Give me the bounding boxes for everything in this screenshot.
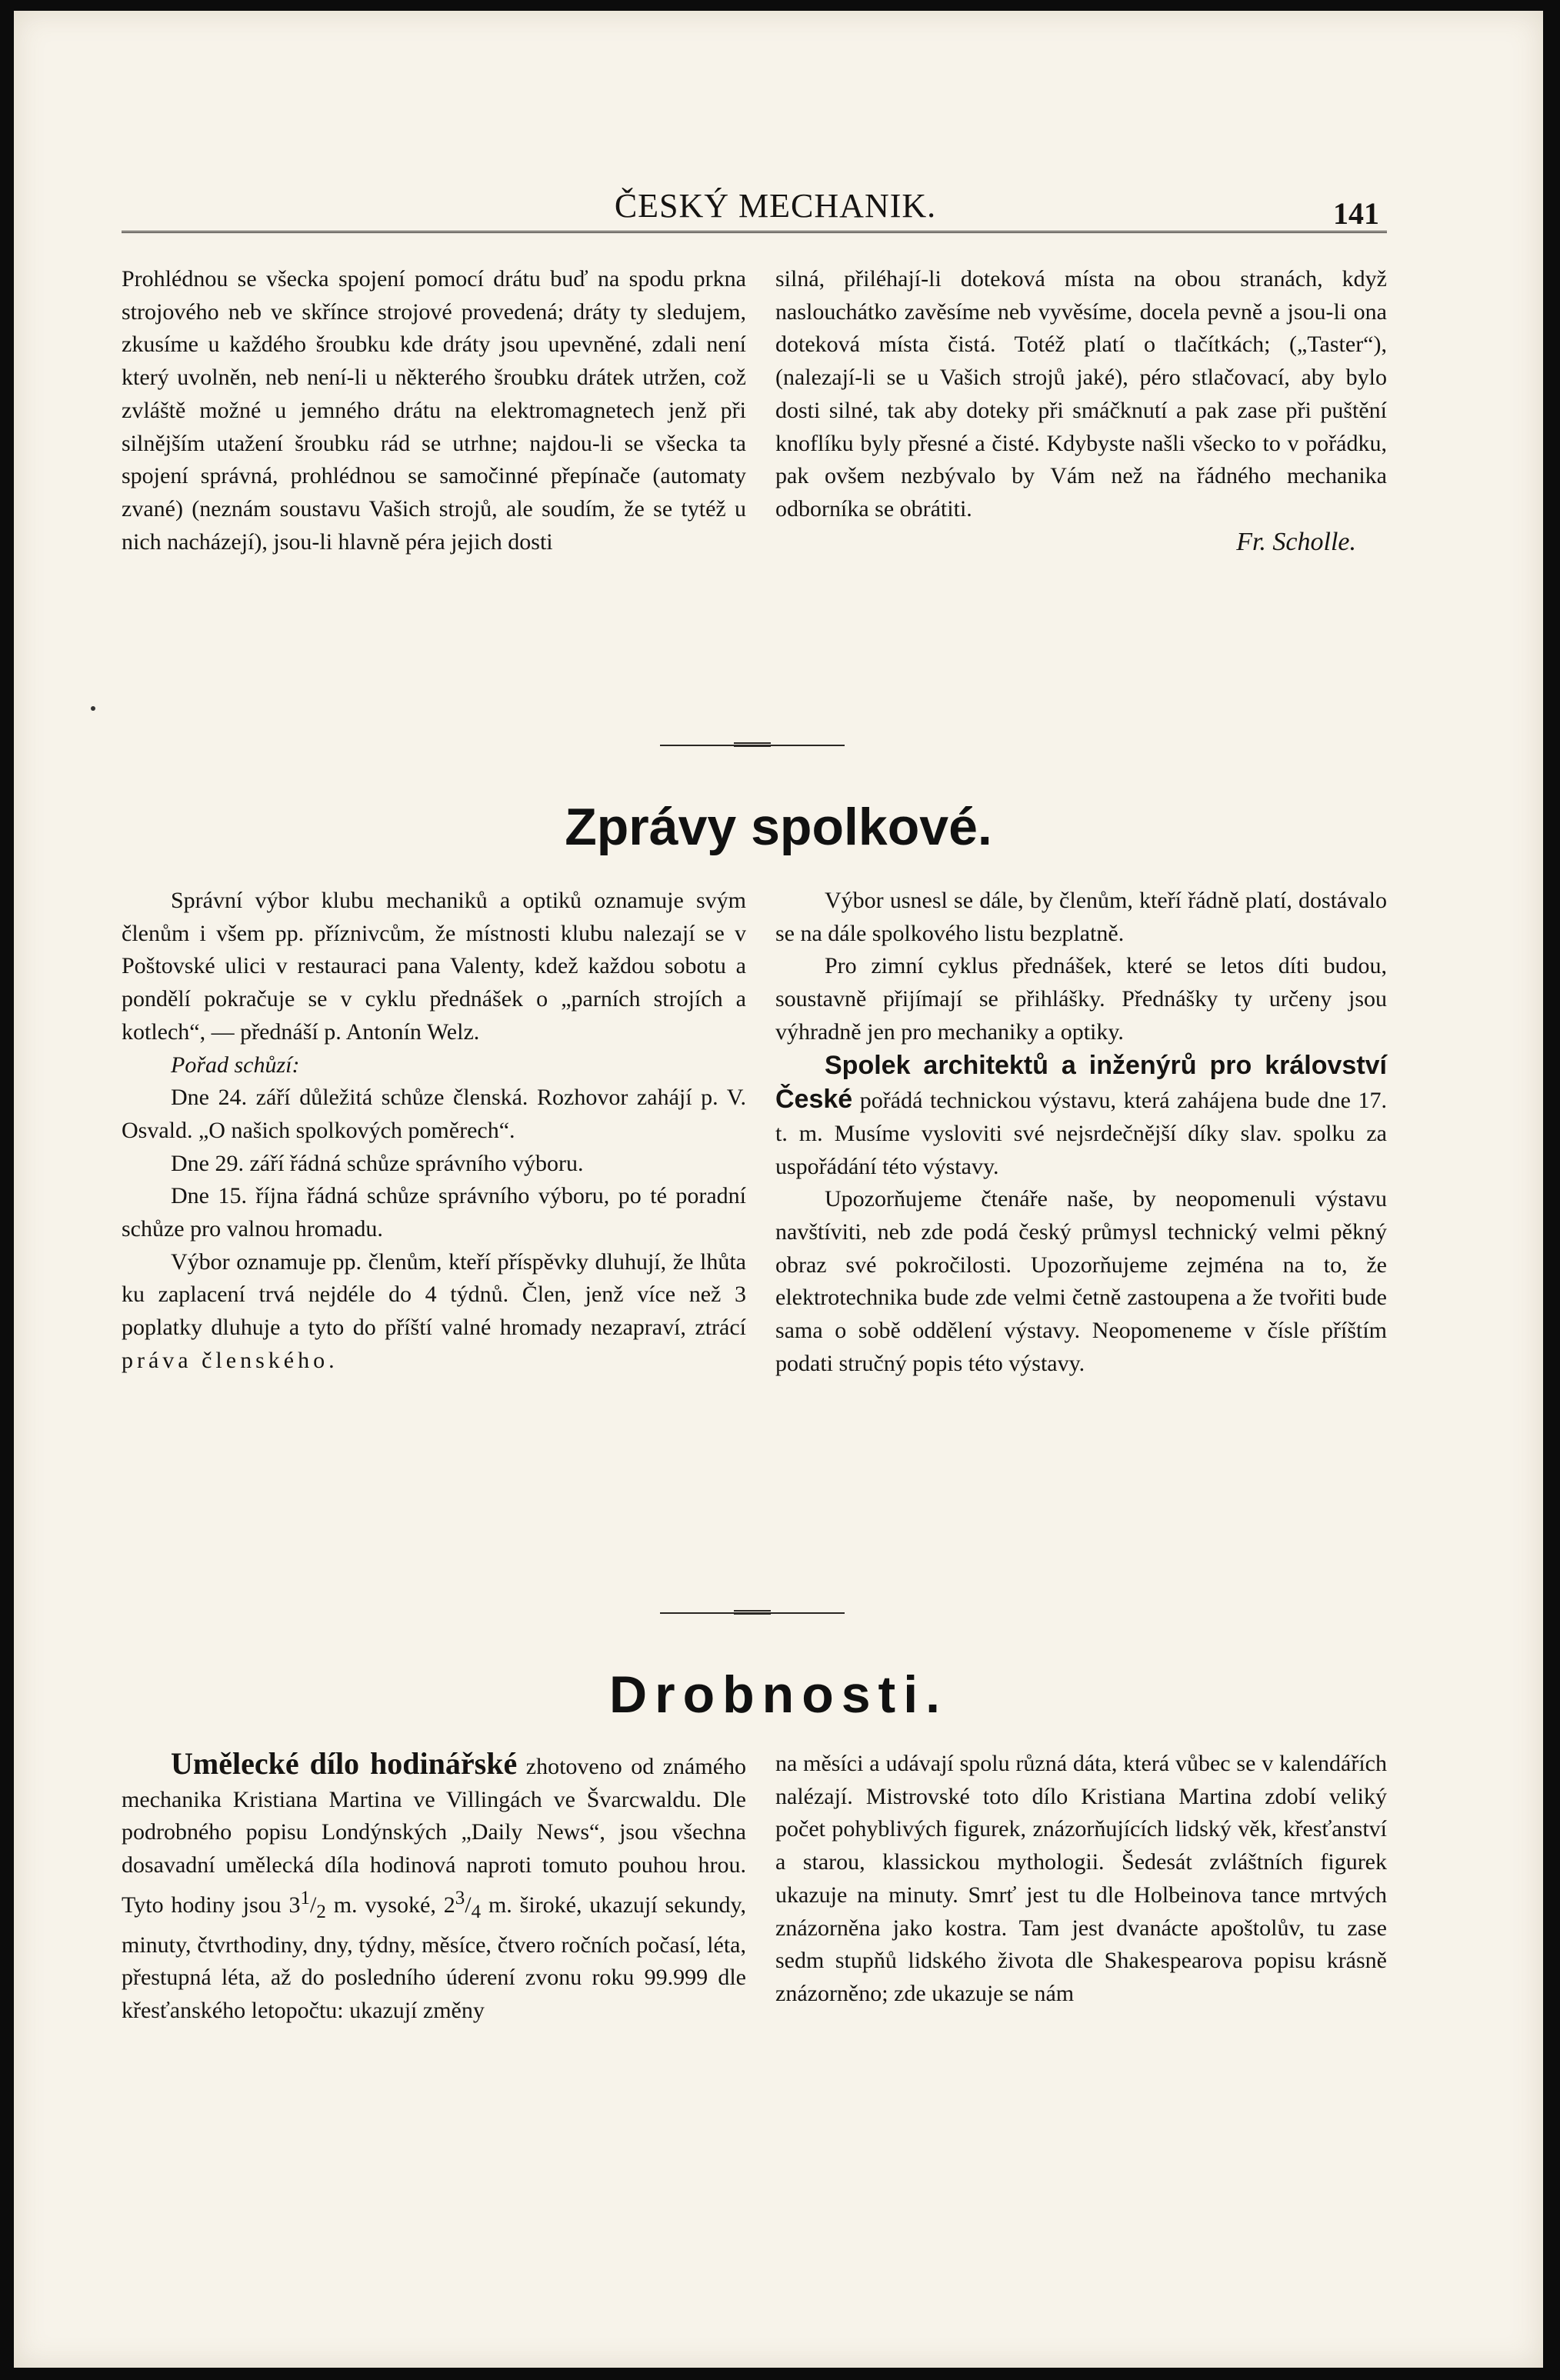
page-header — [122, 186, 1387, 233]
spolkove-right-column — [775, 885, 1387, 1381]
height-denominator: 2 — [316, 1901, 326, 1922]
clock-height: $3^1/_2$ — [288, 1887, 326, 1922]
spolkove-paragraph: Dne 15. října řádná schůze správního výboru, po té poradní schůze pro valnou hromadu. — [122, 1183, 746, 1242]
drobnosti-left-column — [122, 1748, 746, 2028]
height-whole: 3 — [288, 1892, 301, 1918]
clock-text-1: zhotoveno od známého mechanika Kristiana Martina ve Villingách ve Švarcwaldu. Dle podrobného popisu Londýnských „Daily News“, jsou všechna dosavadní umělecká díla hodinová naproti tomuto pouhou hrou. Tyto hodiny jsou — [122, 1754, 747, 1918]
spolkove-paragraph: Dne 24. září důležitá schůze členská. Rozhovor zahájí p. V. Osvald. „O našich spolkových poměrech“. — [122, 1085, 746, 1143]
drobnosti-paragraph — [122, 1748, 746, 2028]
agenda-heading — [122, 1049, 746, 1082]
newspaper-page — [14, 11, 1543, 2368]
spolkove-paragraph: Výbor usnesl se dále, by členům, kteří řádně platí, dostávalo se na dále spolkového listu bezplatně. — [775, 888, 1387, 946]
drobnosti-right-column — [775, 1748, 1387, 2011]
ink-speck — [91, 706, 95, 711]
spolkove-paragraph: Správní výbor klubu mechaniků a optiků oznamuje svým členům i všem pp. příznivcům, že místnosti klubu nalezají se v Poštovské ulici v restauraci pana Valenty, kdež každou sobotu a pondělí pokračuje se v cyklu přednášek o „parních strojích a kotlech“, — přednáší p. Antonín Welz. — [122, 888, 746, 1045]
clock-text-3: m. široké, ukazují sekundy, minuty, čtvrthodiny, dny, týdny, měsíce, čtvero ročních počasí, léta, přestupná léta, až do posledního úderení zvonu roku 99.999 dle křesťanského letopočtu: ukazují změny — [122, 1892, 746, 2023]
clock-width: $2^3/_4$ — [443, 1887, 482, 1922]
spolkove-left-column — [122, 885, 746, 1378]
membership-notice: Výbor oznamuje pp. členům, kteří příspěvky dluhují, že lhůta ku zaplacení trvá nejdéle do 4 týdnů. Člen, jenž více než 3 poplatky dluhuje a tyto do příští valné hromady nezapraví, ztrácí — [122, 1248, 746, 1341]
agenda-heading-text: Pořad schůzí: — [171, 1052, 300, 1078]
article-left-text: Prohlédnou se všecka spojení pomocí drátu buď na spodu prkna strojového neb ve skřínce strojové provedená; dráty ty sledujem, zkusíme u každého šroubku kde dráty jsou upevněné, zdali není který uvolněn, neb není-li u některého šroubku drátek utržen, což zvláště možné u jemného drátu na elektromagnetech jenž při silnějším utažení šroubku rád se utrhne; najdou-li se všecka ta spojení správná, prohlédnou se samočinné přepínače (automaty zvané) (neznám soustavu Vašich strojů, ale soudím, že se tytéž u nich nacházejí), jsou-li hlavně péra jejich dosti — [122, 266, 746, 555]
clock-text-2: m. vysoké, — [333, 1892, 436, 1918]
article-right-column — [775, 263, 1387, 558]
article-left-column — [122, 263, 746, 558]
width-numerator: 3 — [455, 1887, 465, 1908]
spolkove-paragraph — [122, 1246, 746, 1378]
section-divider — [660, 1612, 845, 1614]
section-title-spolkove: Zprávy spolkové. — [565, 798, 992, 856]
society-name: Spolek architektů a inženýrů pro království České — [775, 1050, 1387, 1115]
membership-notice-spaced: práva členského. — [122, 1347, 338, 1373]
article-right-text: silná, přiléhají-li doteková místa na obou stranách, když naslouchátko zavěsíme neb vyvěsíme, docela pevně a jsou-li ona doteková místa čistá. Totéž platí o tlačítkách; („Taster“), (nalezají-li se u Vašich strojů jaké), péro stlačovací, aby bylo dosti silné, tak aby doteky při smáčknutí a pak zase při puštění knoflíku byly přesné a čisté. Kdybyste našli všecko to v pořádku, pak ovšem nezbývalo by Vám než na řádného mechanika odborníka se obrátiti. — [775, 266, 1387, 522]
width-denominator: 4 — [471, 1901, 482, 1922]
spolkove-paragraph — [775, 1049, 1387, 1184]
clock-heading: Umělecké dílo hodinářské — [171, 1746, 518, 1781]
height-numerator: 1 — [300, 1887, 310, 1908]
section-title-drobnosti: Drobnosti. — [609, 1665, 948, 1724]
exhibition-text: pořádá technickou výstavu, která zahájena bude dne 17. t. m. Musíme vysloviti své nejsrdečnější díky slav. spolku za uspořádání této výstavy. — [775, 1088, 1388, 1179]
width-whole: 2 — [443, 1892, 455, 1918]
page-number: 141 — [1333, 196, 1379, 231]
journal-title: ČESKÝ MECHANIK. — [614, 187, 937, 225]
spolkove-paragraph: Dne 29. září řádná schůze správního výboru. — [171, 1150, 584, 1176]
spolkove-paragraph: Pro zimní cyklus přednášek, které se letos díti budou, soustavně přijímají se přihlášky. Přednášky ty určeny jsou výhradně jen pro mechaniky a optiky. — [775, 953, 1387, 1045]
spolkove-paragraph: Upozorňujeme čtenáře naše, by neopomenuli výstavu navštíviti, neb zde podá český průmysl technický velmi pěkný obraz své pokročilosti. Upozorňujeme zejména na to, že elektrotechnika bude zde velmi četně zastoupena a že tvořiti bude sama o sobě oddělení výstavy. Neopomeneme v čísle příštím podati stručný popis této výstavy. — [775, 1186, 1387, 1376]
article-signature: Fr. Scholle. — [1236, 527, 1356, 556]
drobnosti-paragraph: na měsíci a udávají spolu různá dáta, která vůbec se v kalendářích nalézají. Mistrovské toto dílo Kristiana Martina zdobí veliký počet pohyblivých figurek, znázorňujících lidský věk, křesťanství a starou, klassickou mythologii. Šedesát zvláštních figurek ukazuje na minuty. Smrť jest tu dle Holbeinova tance mrtvých znázorněna jako kostra. Tam jest dvanácte apoštolův, tu zase sedm stupňů lidského života dle Shakespearova popisu krásně znázorněno; zde ukazuje se nám — [775, 1751, 1387, 2006]
section-divider — [660, 745, 845, 746]
